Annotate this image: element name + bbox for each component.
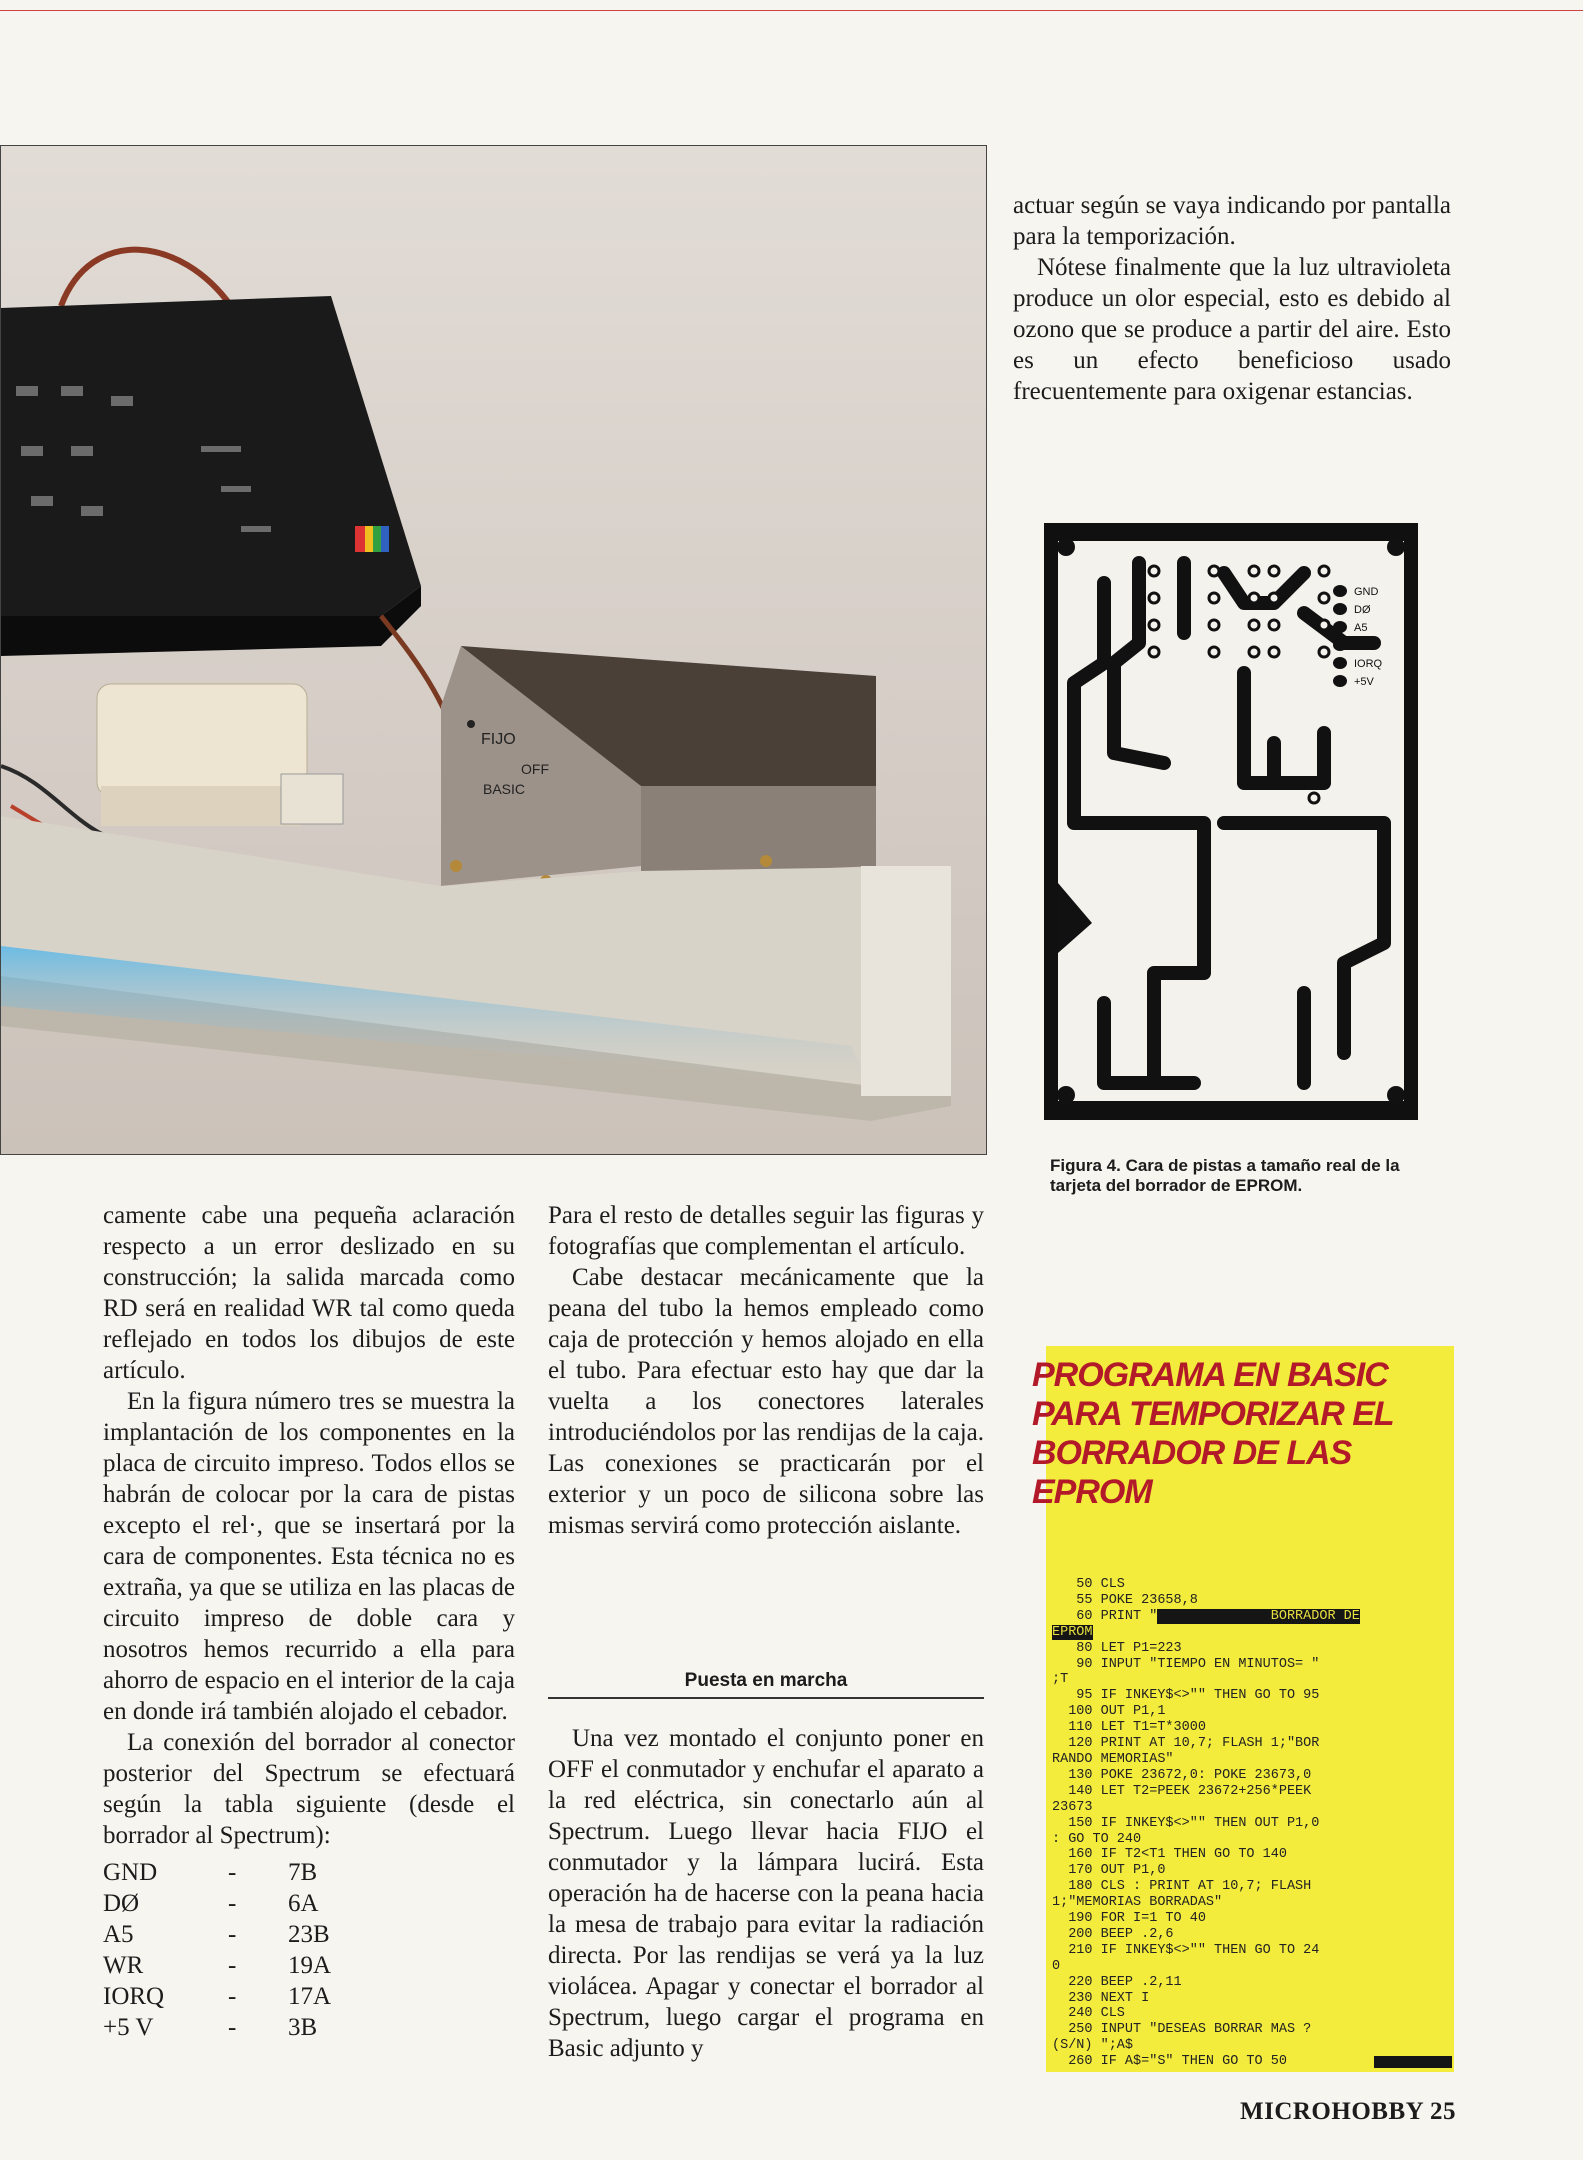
photo-label-fijo: FIJO: [481, 731, 516, 748]
paragraph: En la figura número tres se muestra la implantación de los componentes en la placa de circuito impreso. Todos ellos se habrán de colocar por la cara de pistas excepto el rel·, que se insertará por la cara de componentes. Esta técnica no es extraña, ya que se utiliza en las placas de circuito impreso de doble cara y nosotros hemos recurrido a ella para ahorro de espacio en el interior de la caja en donde irá también alojado el cebador.: [103, 1388, 515, 1725]
pin-name: A5: [103, 1921, 134, 1948]
basic-program-title: PROGRAMA EN BASIC PARA TEMPORIZAR EL BORRADOR DE LAS EPROM: [1032, 1356, 1394, 1511]
pin-separator: -: [228, 2014, 237, 2041]
table-row: [103, 1950, 515, 1981]
article-column-middle: [548, 1200, 984, 1541]
pcb-label-iorq: IORQ: [1354, 658, 1383, 670]
ballast: [97, 684, 343, 826]
pin-value: 17A: [288, 1983, 332, 2010]
pin-value: 19A: [288, 1952, 332, 1979]
article-column-left: [103, 1200, 515, 2043]
table-row: [103, 2012, 515, 2043]
control-box: [441, 646, 876, 887]
pin-separator: -: [228, 1983, 237, 2010]
pin-value: 23B: [288, 1921, 330, 1948]
paragraph: Para el resto de detalles seguir las figuras y fotografías que complementan el artículo.: [548, 1202, 984, 1260]
pcb-label-gnd: GND: [1354, 586, 1379, 598]
pin-value: 7B: [288, 1859, 318, 1886]
photo-label-off: OFF: [521, 761, 549, 777]
top-rule: [0, 10, 1583, 11]
pin-name: DØ: [103, 1890, 140, 1917]
page-footer: [1240, 2098, 1456, 2126]
pin-name: WR: [103, 1952, 144, 1979]
table-row: [103, 1888, 515, 1919]
pcb-label-a5: A5: [1354, 622, 1368, 634]
pcb-track-figure: [1044, 523, 1418, 1120]
section-rule: [548, 1697, 984, 1699]
paragraph: Cabe destacar mecánicamente que la peana del tubo la hemos empleado como caja de protección y hemos alojado en ella el tubo. Para efectuar esto hay que dar la vuelta a los conectores laterales introduciéndolos por las rendijas de la caja. Las conexiones se practicarán por el exterior y un poco de silicona sobre las mismas servirá como protección aislante.: [548, 1264, 984, 1539]
table-row: [103, 1857, 515, 1888]
pcb-label-5v: +5V: [1354, 676, 1374, 688]
pin-connection-table: [103, 1857, 515, 2043]
paragraph: Una vez montado el conjunto poner en OFF el conmutador y enchufar el aparato a la red eléctrica, sin conectarlo aún al Spectrum. Luego llevar hacia FIJO el conmutador y la lámpara lucirá. Esta operación ha de hacerse con la peana hacia la mesa de trabajo para evitar la radiación directa. Por las rendijas se verá ya la luz violácea. Apagar y conectar el borrador al Spectrum, luego cargar el programa en Basic adjunto y: [548, 1725, 984, 2062]
table-row: [103, 1981, 515, 2012]
pin-separator: -: [228, 1890, 237, 1917]
pin-name: +5 V: [103, 2014, 154, 2041]
basic-program-listing: [1052, 1577, 1444, 2070]
pin-value: 6A: [288, 1890, 319, 1917]
section-heading: Puesta en marcha: [684, 1670, 848, 1691]
article-column-right: [1013, 190, 1451, 407]
end-marker: [1374, 2056, 1452, 2068]
pin-separator: -: [228, 1859, 237, 1886]
page-number: 25: [1430, 2098, 1456, 2125]
pin-name: IORQ: [103, 1983, 165, 2010]
pin-name: GND: [103, 1859, 158, 1886]
figure-caption: Figura 4. Cara de pistas a tamaño real de la tarjeta del borrador de EPROM.: [1050, 1156, 1400, 1195]
photo-label-basic: BASIC: [483, 781, 526, 797]
pin-value: 3B: [288, 2014, 318, 2041]
paragraph: La conexión del borrador al conector posterior del Spectrum se efectuará según la tabla siguiente (desde el borrador al Spectrum):: [103, 1729, 515, 1849]
table-row: [103, 1919, 515, 1950]
code-text: 80 LET P1=223 90 INPUT "TIEMPO EN MINUTOS= " ;T 95 IF INKEY$<>"" THEN GO TO 95 100 OUT P1,1 110 LET T1=T*3000 120 PRINT AT 10,7; FLASH 1;"BOR RANDO MEMORIAS" 130 POKE 23672,0: POKE 23673,0 140 LET T2=PEEK 23672+256*PEEK 23673 150 IF INKEY$<>"" THEN OUT P1,0 : GO TO 240 160 IF T2<T1 THEN GO TO 140 170 OUT P1,0 180 CLS : PRINT AT 10,7; FLASH 1;"MEMORIAS BORRADAS" 190 FOR I=1 TO 40 200 BEEP .2,6 210 IF INKEY$<>"" THEN GO TO 24 0 220 BEEP .2,11 230 NEXT I 240 CLS 250 INPUT "DESEAS BORRAR MAS ? (S/N) ";A$ 260 IF A$="S" THEN GO TO 50: [1052, 1640, 1320, 2070]
code-text: 50 CLS 55 POKE 23658,8 60 PRINT ": [1076, 1577, 1198, 1624]
paragraph: Nótese finalmente que la luz ultravioleta produce un olor especial, esto es debido al ozono que se produce a partir del aire. Esto es un efecto beneficioso usado frecuentemente para oxigenar estancias.: [1013, 254, 1451, 405]
code-inverse-text: BORRADOR DE EPROM: [1052, 1608, 1360, 1640]
pin-separator: -: [228, 1952, 237, 1979]
paragraph: camente cabe una pequeña aclaración respecto a un error deslizado en su construcción; la salida marcada como RD será en realidad WR tal como queda reflejado en todos los dibujos de este artículo.: [103, 1202, 515, 1384]
pin-separator: -: [228, 1921, 237, 1948]
article-column-middle-continued: [548, 1723, 984, 2064]
paragraph: actuar según se vaya indicando por pantalla para la temporización.: [1013, 192, 1451, 250]
magazine-name: MICROHOBBY: [1240, 2098, 1424, 2125]
pcb-label-wr: WR: [1354, 640, 1373, 652]
photo-eprom-eraser: [0, 145, 987, 1155]
pcb-label-d0: DØ: [1354, 604, 1371, 616]
